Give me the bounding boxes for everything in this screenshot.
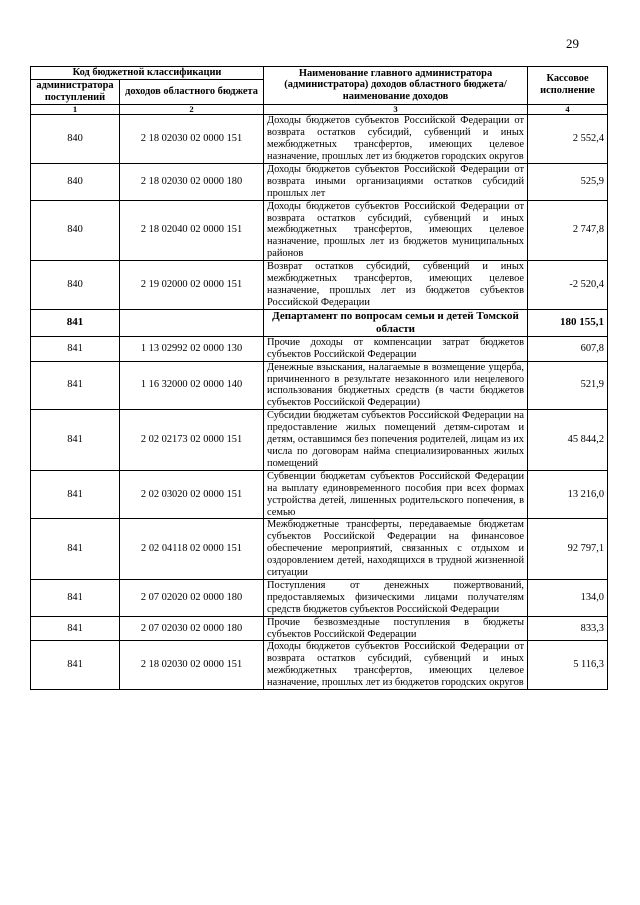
table-row	[31, 641, 608, 690]
admin-code-cell: 841	[31, 309, 120, 336]
income-name-cell: Департамент по вопросам семьи и детей Томской области	[264, 309, 528, 336]
amount-cell: 607,8	[528, 336, 608, 361]
income-code-cell: 2 18 02040 02 0000 151	[120, 200, 264, 261]
income-name-cell: Прочие безвозмездные поступления в бюджеты субъектов Российской Федерации	[264, 616, 528, 641]
income-name-cell: Доходы бюджетов субъектов Российской Федерации от возврата остатков субсидий, субвенций и иных межбюджетных трансфертов, имеющих целевое назначение, прошлых лет из бюджетов городских округов	[264, 641, 528, 690]
income-code-cell: 2 18 02030 02 0000 151	[120, 641, 264, 690]
income-name-cell: Межбюджетные трансферты, передаваемые бюджетам субъектов Российской Федерации на финансовое обеспечение мероприятий, связанных с отдыхом и оздоровлением детей, находящихся в трудной жизненной ситуации	[264, 519, 528, 580]
amount-cell: 521,9	[528, 361, 608, 410]
amount-cell: 2 552,4	[528, 115, 608, 164]
header-income-code: доходов областного бюджета	[120, 79, 264, 104]
amount-cell: 833,3	[528, 616, 608, 641]
budget-table	[30, 66, 608, 690]
table-row	[31, 115, 608, 164]
admin-code-cell: 840	[31, 261, 120, 310]
admin-code-cell: 841	[31, 336, 120, 361]
amount-cell: 45 844,2	[528, 410, 608, 471]
admin-code-cell: 840	[31, 115, 120, 164]
income-name-cell: Поступления от денежных пожертвований, предоставляемых физическими лицами получателям средств бюджетов субъектов Российской Федерации	[264, 579, 528, 616]
amount-cell: 134,0	[528, 579, 608, 616]
admin-code-cell: 841	[31, 470, 120, 519]
admin-code-cell: 840	[31, 163, 120, 200]
amount-cell: 180 155,1	[528, 309, 608, 336]
income-name-cell: Доходы бюджетов субъектов Российской Федерации от возврата иными организациями остатков субсидий прошлых лет	[264, 163, 528, 200]
table-row	[31, 519, 608, 580]
amount-cell: 5 116,3	[528, 641, 608, 690]
income-code-cell: 1 13 02992 02 0000 130	[120, 336, 264, 361]
income-code-cell: 2 18 02030 02 0000 180	[120, 163, 264, 200]
table-row	[31, 200, 608, 261]
admin-code-cell: 841	[31, 410, 120, 471]
income-code-cell: 2 07 02030 02 0000 180	[120, 616, 264, 641]
income-code-cell: 2 19 02000 02 0000 151	[120, 261, 264, 310]
column-index: 4	[528, 104, 608, 115]
column-index-row	[31, 104, 608, 115]
department-row	[31, 309, 608, 336]
admin-code-cell: 841	[31, 361, 120, 410]
income-code-cell: 1 16 32000 02 0000 140	[120, 361, 264, 410]
income-code-cell: 2 02 04118 02 0000 151	[120, 519, 264, 580]
amount-cell: 13 216,0	[528, 470, 608, 519]
table-row	[31, 163, 608, 200]
income-name-cell: Доходы бюджетов субъектов Российской Федерации от возврата остатков субсидий, субвенций и иных межбюджетных трансфертов, имеющих целевое назначение, прошлых лет из бюджетов городских округов	[264, 115, 528, 164]
admin-code-cell: 840	[31, 200, 120, 261]
income-code-cell: 2 07 02020 02 0000 180	[120, 579, 264, 616]
table-row	[31, 470, 608, 519]
table-row	[31, 410, 608, 471]
admin-code-cell: 841	[31, 519, 120, 580]
income-code-cell: 2 02 02173 02 0000 151	[120, 410, 264, 471]
column-index: 1	[31, 104, 120, 115]
header-amount: Кассовое исполнение	[528, 67, 608, 105]
page-number: 29	[566, 36, 579, 51]
amount-cell: -2 520,4	[528, 261, 608, 310]
income-name-cell: Доходы бюджетов субъектов Российской Федерации от возврата остатков субсидий, субвенций и иных межбюджетных трансфертов, имеющих целевое назначение, прошлых лет из бюджетов муниципальных районов	[264, 200, 528, 261]
income-code-cell: 2 02 03020 02 0000 151	[120, 470, 264, 519]
income-name-cell: Денежные взыскания, налагаемые в возмещение ущерба, причиненного в результате незаконного или нецелевого использования бюджетных средств (в части бюджетов субъектов Российской Федерации)	[264, 361, 528, 410]
table-row	[31, 336, 608, 361]
income-code-cell	[120, 309, 264, 336]
table-header-row	[31, 67, 608, 80]
admin-code-cell: 841	[31, 579, 120, 616]
table-body	[31, 115, 608, 690]
income-code-cell: 2 18 02030 02 0000 151	[120, 115, 264, 164]
table-row	[31, 261, 608, 310]
income-name-cell: Возврат остатков субсидий, субвенций и иных межбюджетных трансфертов, имеющих целевое назначение, прошлых лет из бюджетов субъектов Российской Федерации	[264, 261, 528, 310]
column-index: 2	[120, 104, 264, 115]
income-name-cell: Прочие доходы от компенсации затрат бюджетов субъектов Российской Федерации	[264, 336, 528, 361]
amount-cell: 92 797,1	[528, 519, 608, 580]
income-name-cell: Субвенции бюджетам субъектов Российской Федерации на выплату единовременного пособия при всех формах устройства детей, лишенных родительского попечения, в семью	[264, 470, 528, 519]
amount-cell: 525,9	[528, 163, 608, 200]
header-budget-code: Код бюджетной классификации	[31, 67, 264, 80]
admin-code-cell: 841	[31, 641, 120, 690]
amount-cell: 2 747,8	[528, 200, 608, 261]
table-row	[31, 361, 608, 410]
income-name-cell: Субсидии бюджетам субъектов Российской Федерации на предоставление жилых помещений детям-сиротам и детям, оставшимся без попечения родителей, лицам из их числа по договорам найма специализированных жилых помещений	[264, 410, 528, 471]
header-name: Наименование главного администратора (администратора) доходов областного бюджета/ наименование доходов	[264, 67, 528, 105]
table-row	[31, 579, 608, 616]
header-admin: администратора поступлений	[31, 79, 120, 104]
column-index: 3	[264, 104, 528, 115]
table-row	[31, 616, 608, 641]
admin-code-cell: 841	[31, 616, 120, 641]
